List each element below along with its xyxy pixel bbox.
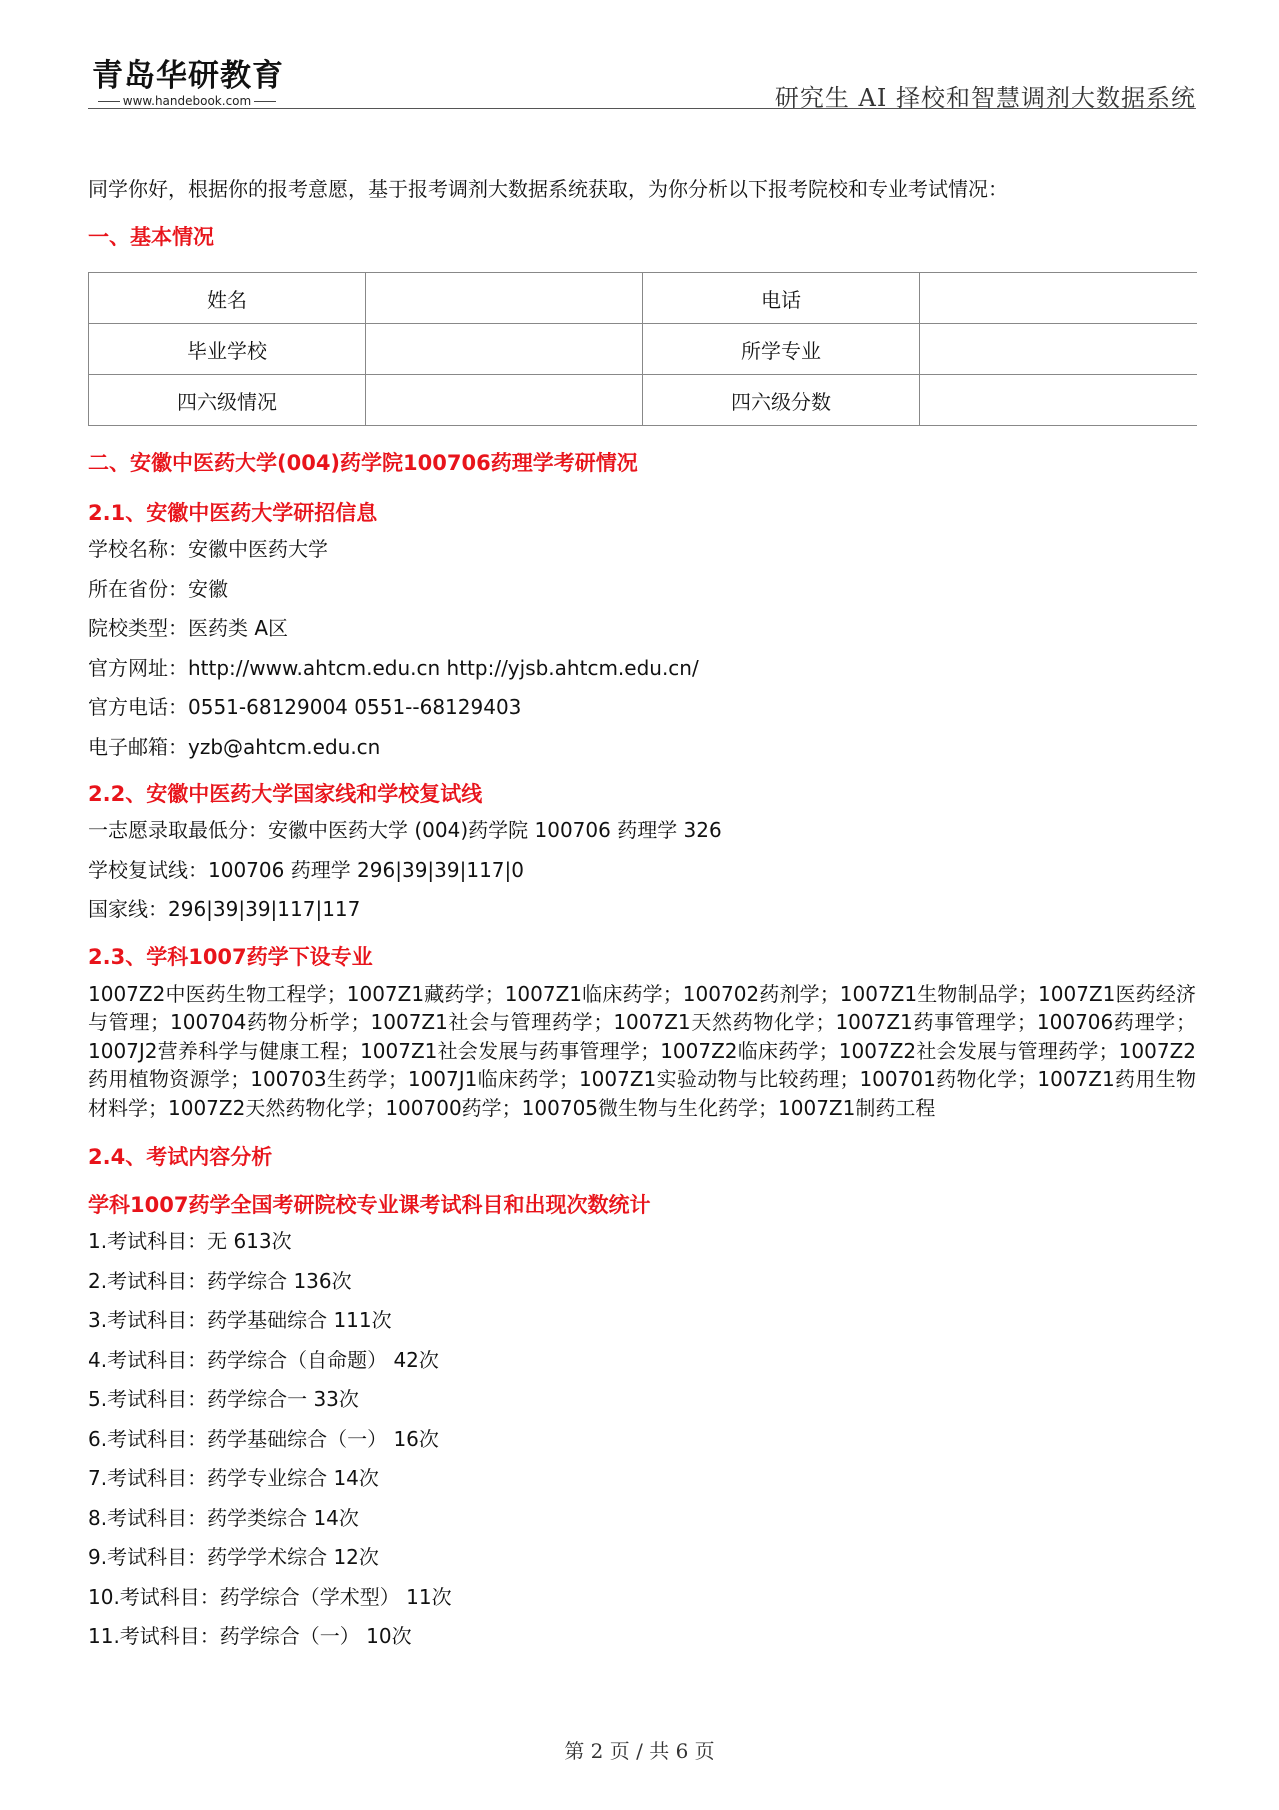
system-title: 研究生 AI 择校和智慧调剂大数据系统 [774,84,1196,112]
exam-item: 2.考试科目：药学综合 136次 [88,1268,352,1293]
info-line: 官方网址：http://www.ahtcm.edu.cn http://yjsb.ahtcm.edu.cn/ [88,655,699,680]
label-phone: 电话 [643,273,920,324]
info-line: 院校类型：医药类 A区 [88,616,289,640]
score-line: 学校复试线：100706 药理学 296|39|39|117|0 [88,857,524,882]
exam-item: 3.考试科目：药学基础综合 111次 [88,1308,392,1332]
exam-stats-subtitle: 学科1007药学全国考研院校专业课考试科目和出现次数统计 [88,1193,651,1217]
label-major: 所学专业 [643,324,920,375]
value-cet-score [920,375,1197,426]
exam-item: 4.考试科目：药学综合（自命题） 42次 [88,1347,439,1372]
main-content [88,170,1196,1657]
info-line: 电子邮箱：yzb@ahtcm.edu.cn [88,734,381,759]
value-name [366,273,643,324]
table-row [89,324,1197,375]
section2-2-title: 2.2、安徽中医药大学国家线和学校复试线 [88,782,483,806]
logo-url: www.handebook.com [92,94,282,108]
table-row [89,273,1197,324]
majors-paragraph: 1007Z2中医药生物工程学；1007Z1藏药学；1007Z1临床药学；100702药剂学；1007Z1生物制品学；1007Z1医药经济与管理；100704药物分析学；1007Z1社会与管理药学；1007Z1天然药物化学；1007Z1药事管理学；100706药理学；1007J2营养科学与健康工程；1007Z1社会发展与药事管理学；1007Z2临床药学；1007Z2社会发展与管理药学；1007Z2药用植物资源学；100703生药学；1007J1临床药学；1007Z1实验动物与比较药理；100701药物化学；1007Z1药用生物材料学；1007Z2天然药物化学；100700药学；100705微生物与生化药学；1007Z1制药工程 [88,981,1196,1120]
exam-item: 7.考试科目：药学专业综合 14次 [88,1466,379,1490]
info-line: 官方电话：0551-68129004 0551--68129403 [88,695,522,719]
basic-info-table [88,272,1197,426]
exam-item: 6.考试科目：药学基础综合（一） 16次 [88,1426,439,1451]
value-major [920,324,1197,375]
exam-item: 9.考试科目：药学学术综合 12次 [88,1545,379,1569]
section2-4-title: 2.4、考试内容分析 [88,1145,273,1169]
exam-item: 10.考试科目：药学综合（学术型） 11次 [88,1584,452,1609]
section2-title: 二、安徽中医药大学(004)药学院100706药理学考研情况 [88,451,638,475]
score-line: 国家线：296|39|39|117|117 [88,897,361,921]
value-school [366,324,643,375]
section1-title: 一、基本情况 [88,225,214,249]
table-row [89,375,1197,426]
value-cet [366,375,643,426]
logo-title: 青岛华研教育 [92,58,284,94]
header-divider [88,108,1196,109]
section2-3-title: 2.3、学科1007药学下设专业 [88,944,373,969]
score-line: 一志愿录取最低分：安徽中医药大学 (004)药学院 100706 药理学 326 [88,818,722,842]
info-line: 学校名称：安徽中医药大学 [88,537,328,561]
intro-text: 同学你好，根据你的报考意愿，基于报考调剂大数据系统获取，为你分析以下报考院校和专业考试情况： [88,177,1008,201]
exam-item: 8.考试科目：药学类综合 14次 [88,1505,359,1530]
label-cet: 四六级情况 [89,375,366,426]
label-name: 姓名 [89,273,366,324]
value-phone [920,273,1197,324]
exam-item: 1.考试科目：无 613次 [88,1229,292,1253]
page-number: 第 2 页 / 共 6 页 [564,1739,715,1763]
info-line: 所在省份：安徽 [88,576,228,601]
label-cet-score: 四六级分数 [643,375,920,426]
section2-1-title: 2.1、安徽中医药大学研招信息 [88,501,378,525]
brand-logo [92,58,282,108]
exam-item: 5.考试科目：药学综合一 33次 [88,1387,359,1411]
label-school: 毕业学校 [89,324,366,375]
exam-item: 11.考试科目：药学综合（一） 10次 [88,1624,412,1648]
